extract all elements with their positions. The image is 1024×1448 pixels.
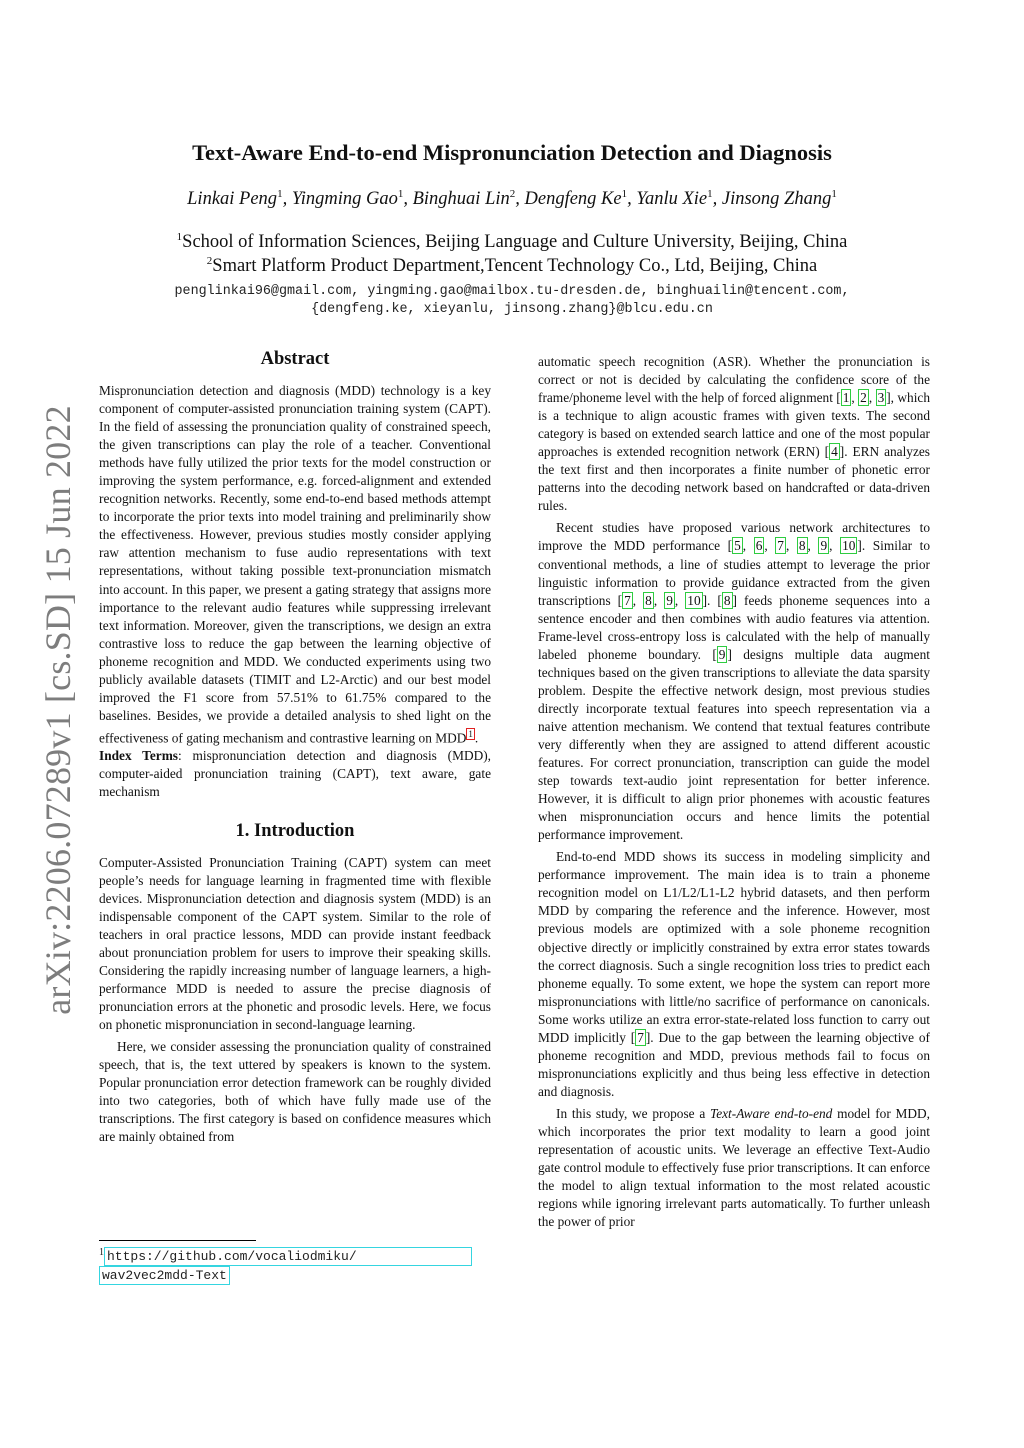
author-name: Binghuai Lin — [412, 189, 510, 210]
email-line-1: penglinkai96@gmail.com, yingming.gao@mailbox.tu-dresden.de, binghuailin@tencent.com, — [174, 284, 850, 299]
author-name: Yingming Gao — [291, 189, 398, 210]
intro-paragraph-2: Here, we consider assessing the pronunciation quality of constrained speech, that is, the text uttered by speakers is known to the system. Popular pronunciation error detection framework can be roughly divided into two categories, both of which have fully made use of the transcriptions. The first category is based on confidence measures which are mainly obtained from — [99, 1038, 491, 1145]
abstract-body: Mispronunciation detection and diagnosis (MDD) technology is a key component of computer-assisted pronunciation training system (CAPT). In the field of assessing the pronunciation quality of constrained speech, the given transcriptions can play the role of a teacher. Conventional methods have fully utilized the prior texts for the model construction or improving the system performance, e.g. forced-alignment and extended recognition networks. Recently, some end-to-end based methods attempt to incorporate the prior texts into model training and preliminarily show the effectiveness. However, previous studies mostly consider applying raw attention mechanism to fuse audio representations with text representations, without taking possible text-pronunciation mismatch into account. In this paper, we present a gating strategy that assigns more importance to the relevant audio features while suppressing irrelevant text information. Moreover, given the transcriptions, we design an extra contrastive loss to reduce the gap between the learning objective of phoneme recognition and MDD. We conducted experiments using two publicly available datasets (TIMIT and L2-Arctic) and our best model improved the F1 score from 57.51% to 61.75% compared to the baselines. Besides, we provide a detailed analysis to shed light on the effectiveness of gating mechanism and contrastive learning on MDD $^1$ . — [99, 383, 491, 746]
citation-link[interactable]: 10 — [842, 538, 856, 554]
author-affiliation-mark: 1 — [621, 188, 628, 200]
citation-link[interactable]: 9 — [666, 592, 673, 608]
citation-link[interactable]: 3 — [877, 390, 885, 406]
index-terms-label: Index Terms — [99, 748, 179, 764]
index-terms: Index Terms: mispronunciation detection and diagnosis (MDD), computer-aided pronunciation training (CAPT), text aware, gate mechanism — [99, 748, 491, 800]
emphasis-text: Text-Aware end-to-end — [710, 1105, 833, 1121]
email-line-2: {dengfeng.ke, xieyanlu, jinsong.zhang}@blcu.edu.cn — [311, 302, 713, 317]
footnote-divider — [99, 1240, 256, 1241]
author-affiliation-mark: 1 — [707, 188, 713, 200]
author-list: Linkai Peng$^1$, Yingming Gao$^1$, Binghuai Lin$^2$, Dengfeng Ke$^1$, Yanlu Xie$^1$, Jinsong Zhang$^1$ — [187, 188, 837, 210]
author-name: Yanlu Xie — [636, 189, 708, 210]
citation-link[interactable]: 5 — [734, 538, 741, 554]
affiliation-2: $^2$Smart Platform Product Department,Tencent Technology Co., Ltd, Beijing, China — [206, 255, 818, 277]
paper-title: Text-Aware End-to-end Mispronunciation Detection and Diagnosis — [192, 140, 832, 165]
citation-link[interactable]: 4 — [831, 444, 838, 460]
citation-link[interactable]: 6 — [755, 538, 763, 554]
citation-link[interactable]: 8 — [723, 592, 731, 608]
citation-link[interactable]: 8 — [645, 592, 652, 608]
footnote-number: 1 — [99, 1247, 104, 1258]
arxiv-id-text: arXiv:2206.07289v1 [cs.SD] 15 Jun 2022 — [38, 405, 78, 1015]
footnote-url-link[interactable]: https://github.com/vocaliodmiku/ — [104, 1247, 472, 1266]
right-paragraph-1: automatic speech recognition (ASR). Whether the pronunciation is correct or not is decided by calculating the confidence score of the frame/phoneme level with the help of forced alignment [ 1 , 2 , 3 ], which is a technique to align acoustic frames with given texts. The second category is based on extended search lattice and one of the most popular approaches is extended recognition network (ERN) [ 4 ]. ERN analyzes the text first and then incorporates a finite number of phonetic error patterns into the decoding network based on handcrafted or data-driven rules. — [538, 354, 931, 514]
author-name: Linkai Peng — [187, 189, 278, 210]
right-paragraph-4: In this study, we propose a Text-Aware end-to-end model for MDD, which incorporates the prior text modality to learn a good joint representation of acoustic units. We leverage an effective Text-Audio gate control module to effectively fuse prior transcriptions. It can enforce the model to align textual information to the most related acoustic regions while ignoring irrelevant parts automatically. To further unleash the power of prior — [538, 1105, 930, 1230]
author-name: Dengfeng Ke — [524, 189, 622, 210]
affiliation-1: $^1$School of Information Sciences, Beijing Language and Culture University, Beijing, China — [176, 231, 848, 253]
author-affiliation-mark: 2 — [509, 188, 516, 200]
intro-paragraph-1: Computer-Assisted Pronunciation Training (CAPT) system can meet people’s needs for language learning in fragmented time with flexible devices. Mispronunciation detection and diagnosis system (MDD) is an indispensable component of the CAPT system. Similar to the role of teachers in oral practice lessons, MDD can provide instant feedback about pronunciation problem for users to improve their speaking skills. Considering the rapidly increasing number of language learners, a high-performance MDD is needed to assure the precise diagnosis of pronunciation errors at the phonetic and prosodic levels. Here, we focus on phonetic mispronunciation in second-language learning. — [99, 854, 491, 1032]
citation-link[interactable]: 7 — [777, 538, 784, 554]
left-column — [99, 348, 491, 1146]
right-column — [538, 353, 930, 1231]
right-paragraph-2: Recent studies have proposed various network architectures to improve the MDD performance [ 5 , 6 , 7 , 8 , 9 , 10 ]. Similar to conventional methods, a line of studies attempt to leverage the prior linguistic information to provide guidance extracted from the given transcriptions [ 7 , 8 , 9 , 10 ]. [ 8 ] feeds phoneme sequences into a sentence encoder and then combines with audio features via attention. Frame-level cross-entropy loss is calculated with the help of manually labeled phoneme boundary. [ 9 ] designs multiple data augment techniques based on the given transcriptions to alleviate the data sparsity problem. Despite the effective network design, most previous studies directly incorporate textual features into speech representation via a naive attention mechanism. We contend that textual features contribute very differently when they are assigned to attend different acoustic features. For correct pronunciation, transcription can guide the model step towards text-audio joint representation for better inference. However, it is difficult to align prior phonemes with acoustic features when mispronunciation occurs and hence limits the potential performance improvement. — [538, 520, 931, 843]
citation-link[interactable]: 1 — [842, 390, 850, 406]
author-affiliation-mark: 1 — [277, 188, 283, 200]
footnote-url-link-continued[interactable]: wav2vec2mdd-Text — [99, 1266, 230, 1285]
citation-link[interactable]: 7 — [637, 1029, 644, 1045]
author-affiliation-mark: 1 — [831, 188, 837, 200]
footnote — [99, 1244, 472, 1285]
arxiv-identifier-stamp — [26, 360, 90, 1060]
footnote-link[interactable]: 1 — [468, 728, 473, 739]
citation-link[interactable]: 9 — [718, 646, 726, 662]
citation-link[interactable]: 7 — [624, 592, 631, 608]
author-name: Jinsong Zhang — [721, 189, 832, 210]
introduction-heading: 1. Introduction — [235, 820, 355, 841]
right-paragraph-3: End-to-end MDD shows its success in modeling simplicity and performance improvement. The main idea is to train a phoneme recognition model on L1/L2/L1-L2 hybrid datasets, and then perform MDD by comparing the reference and the inference. However, most previous models are optimized with a sole phoneme recognition objective directly or implicitly constrained by extra error states towards the correct diagnosis. Such a single recognition loss tries to predict each phoneme equally. To some extent, we hope the system can report more mispronunciations with little/no sacrifice of performance on canonicals. Some works utilize an extra error-state-related loss function to carry out MDD implicitly [ 7 ]. Due to the gap between the learning objective of phoneme recognition and MDD, previous methods fail to focus on mispronunciations explicitly and thus being less effective in detection and diagnosis. — [538, 849, 930, 1099]
abstract-heading: Abstract — [260, 349, 330, 369]
citation-link[interactable]: 8 — [798, 538, 806, 554]
citation-link[interactable]: 10 — [687, 592, 701, 608]
citation-link[interactable]: 9 — [820, 538, 828, 554]
citation-link[interactable]: 2 — [860, 390, 867, 406]
author-affiliation-mark: 1 — [397, 188, 404, 200]
